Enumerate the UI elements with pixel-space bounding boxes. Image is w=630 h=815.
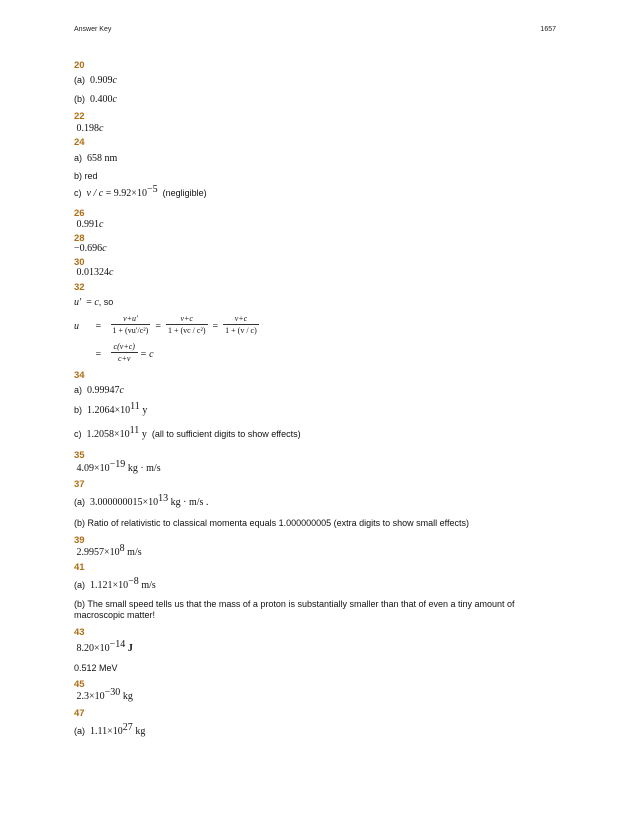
problem-number-47: 47 [74,708,85,719]
answer-41b-line2: macroscopic matter! [74,610,156,620]
answer-24c: c) $v / c = 9.92\times 10^{-5}$ (negligible) [74,184,207,199]
answer-26: 0.991c [76,219,104,230]
answer-24b: b) red [74,171,98,181]
fraction-4: $\frac{c(v+c)}{c+v}$ [111,342,138,364]
running-header-title: Answer Key [74,26,112,33]
answer-22: 0.198c [76,123,104,134]
problem-number-43: 43 [74,627,85,638]
answer-43-mev: 0.512 MeV [74,663,118,673]
problem-number-24: 24 [74,137,85,148]
problem-number-28: 28 [74,233,85,244]
answer-37b: (b) Ratio of relativistic to classical momenta equals 1.000000005 (extra digits to show small effects) [74,518,470,528]
fraction-2: $\frac{v+c}{\text{1 + (vc / c²)}}$ [167,314,206,335]
answer-43: $8.20\times 10^{-14}$ J [76,639,133,654]
answer-37a: (a) $3.000000015\times 10^{13}$ kg · m/s . [74,493,209,508]
answer-24a: a) 658 nm [74,153,118,164]
answer-32-equation-line2: = $\frac{c(v+c)}{c+v}$ = c [95,342,154,363]
answer-41a: (a) $1.121\times 10^{-8}$ m/s [74,576,156,591]
answer-34b: b) $1.2064\times 10^{11}$ y [74,401,148,416]
answer-39: $2.9957\times 10^8$ m/s [76,543,142,558]
problem-number-34: 34 [74,370,85,381]
problem-number-45: 45 [74,679,85,690]
answer-32-line1: u′ = c, so [74,297,114,308]
fraction-3: $\frac{v+c}{1 + (v / c)}$ [225,314,257,335]
answer-47a: (a) $1.11\times 10^{27}$ kg [74,722,146,737]
answer-28: −0.696c [74,243,107,254]
answer-34c: c) $1.2058\times 10^{11}$ y (all to sufficient digits to show effects) [74,425,301,440]
answer-35: $4.09\times 10^{-19}$ kg · m/s [76,459,161,474]
answer-34a: a) 0.99947c [74,385,124,396]
answer-41b-line1: (b) The small speed tells us that the mass of a proton is substantially smaller than that of even a tiny amount of [74,599,515,609]
answer-45: $2.3\times 10^{-30}$ kg [76,687,133,702]
answer-20a: (a) 0.909c [74,75,117,86]
problem-number-37: 37 [74,479,85,490]
problem-number-41: 41 [74,562,85,573]
problem-number-20: 20 [74,60,85,71]
problem-number-26: 26 [74,208,85,219]
answer-30: 0.01324c [76,267,114,278]
problem-number-30: 30 [74,257,85,268]
fraction-1: $\frac{v+u'}{\text{1 + (vu′/c²)}}$ [112,314,149,335]
answer-20b: (b) 0.400c [74,94,117,105]
page-number: 1657 [540,26,556,33]
problem-number-22: 22 [74,111,85,122]
problem-number-35: 35 [74,450,85,461]
problem-number-32: 32 [74,282,85,293]
answer-32-equation: u = $\frac{v+u'}{\text{1 + (vu′/c²)}}$ = $\frac{v+c}{\text{1 + (vc / c²)}}$ = $\frac{v+c}{1 + (v / c)}$ [74,314,257,335]
problem-number-39: 39 [74,535,85,546]
